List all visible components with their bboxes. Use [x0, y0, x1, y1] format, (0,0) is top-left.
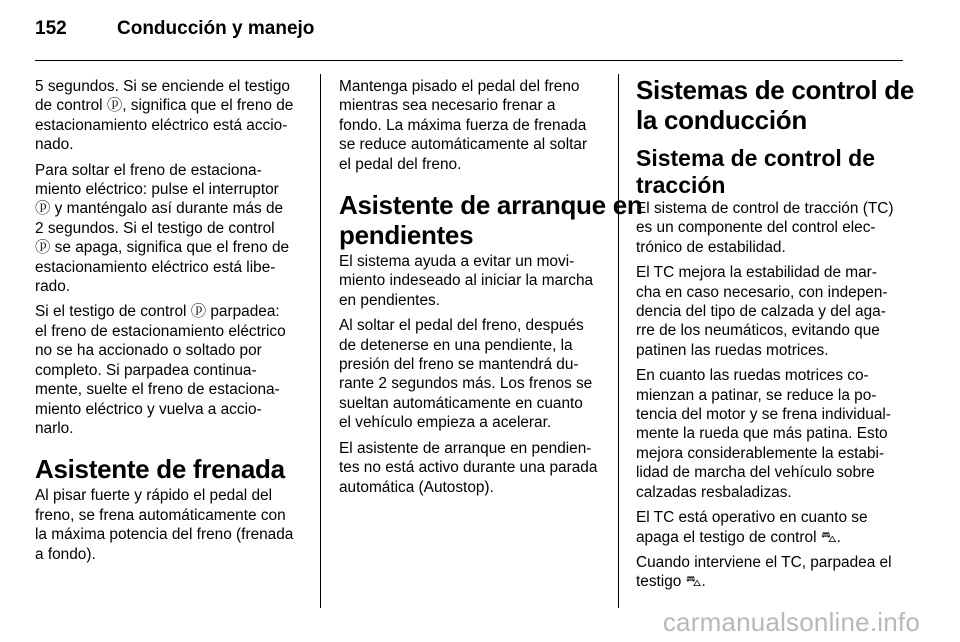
text-line: pendientes: [339, 220, 474, 251]
text-line: Para soltar el freno de estaciona-: [35, 161, 262, 179]
text-line: la máxima potencia del freno (frenada: [35, 526, 294, 544]
text-line: presión del freno se mantendrá du-: [339, 356, 579, 374]
text-line: mente la rueda que más patina. Esto: [636, 425, 888, 443]
paragraph: [35, 161, 310, 297]
section-heading-brake-assist: [35, 454, 310, 484]
text-line: estacionamiento eléctrico está accio-: [35, 116, 288, 134]
text-line: Asistente de frenada: [35, 454, 285, 485]
text-line: rado.: [35, 278, 71, 296]
paragraph: [35, 77, 310, 155]
text-line: de detenerse en una pendiente, la: [339, 336, 573, 354]
text-line: el pedal del freno.: [339, 155, 462, 173]
paragraph: [339, 316, 605, 432]
text-line: miento eléctrico y vuelva a accio-: [35, 400, 262, 418]
text-line: miento eléctrico: pulse el interruptor: [35, 181, 279, 199]
subsection-heading-traction-control: [636, 145, 904, 199]
text-line: tracción: [636, 172, 726, 198]
text-line: mente, suelte el freno de estaciona-: [35, 381, 280, 399]
column-divider-1: [320, 74, 321, 608]
text-line: En cuanto las ruedas motrices co-: [636, 367, 869, 385]
header-rule: [35, 60, 903, 61]
paragraph: [339, 439, 605, 497]
text-line: se reduce automáticamente al soltar: [339, 136, 588, 154]
paragraph: [636, 553, 904, 592]
text-line: automática (Autostop).: [339, 478, 494, 496]
text-line: fondo. La máxima fuerza de frenada: [339, 116, 587, 134]
text-line: Cuando interviene el TC, parpadea el: [636, 553, 892, 571]
text-line: la conducción: [636, 105, 807, 135]
column-2: [339, 77, 643, 503]
text-line: El asistente de arranque en pendien-: [339, 439, 592, 457]
text-line: cha en caso necesario, con indepen-: [636, 283, 888, 301]
section-heading-driving-control: [636, 75, 915, 135]
text-line: patinen las ruedas motrices.: [636, 341, 829, 359]
text-line: rante 2 segundos más. Los frenos se: [339, 375, 593, 393]
text-line: a fondo).: [35, 545, 96, 563]
text-line: estacionamiento eléctrico está libe-: [35, 258, 276, 276]
text-line: El TC mejora la estabilidad de mar-: [636, 264, 877, 282]
text-line: mientras sea necesario frenar a: [339, 97, 556, 115]
text-line: el freno de estacionamiento eléctrico: [35, 322, 286, 340]
text-line: no se ha accionado o soltado por: [35, 342, 262, 360]
text-line: rre de los neumáticos, evitando que: [636, 322, 880, 340]
text-line: calzadas resbaladizas.: [636, 483, 792, 501]
paragraph: [636, 366, 904, 502]
text-line: testigo ⛍.: [636, 573, 706, 591]
text-line: El sistema ayuda a evitar un movi-: [339, 253, 575, 271]
page-number: 152: [35, 18, 67, 39]
text-line: 2 segundos. Si el testigo de control: [35, 219, 275, 237]
text-line: mejora considerablemente la estabi-: [636, 444, 885, 462]
text-line: apaga el testigo de control ⛍.: [636, 528, 841, 546]
text-line: dencia del tipo de calzada y del aga-: [636, 303, 886, 321]
text-line: ⓟ se apaga, significa que el freno de: [35, 239, 290, 257]
paragraph: [636, 263, 904, 360]
text-line: Si el testigo de control ⓟ parpadea:: [35, 303, 280, 321]
text-line: miento indeseado al iniciar la marcha: [339, 272, 594, 290]
text-line: trónico de estabilidad.: [636, 238, 786, 256]
text-line: lidad de marcha del vehículo sobre: [636, 464, 875, 482]
text-line: Asistente de arranque en: [339, 190, 643, 221]
column-3: [636, 75, 915, 598]
paragraph: [35, 302, 310, 438]
text-line: ⓟ y manténgalo así durante más de: [35, 200, 284, 218]
text-line: de control ⓟ, significa que el freno de: [35, 97, 294, 115]
text-line: El sistema de control de tracción (TC): [636, 200, 894, 217]
column-1: [35, 77, 310, 570]
text-line: narlo.: [35, 419, 74, 437]
text-line: tencia del motor y se frena individual-: [636, 406, 891, 424]
section-title: Conducción y manejo: [117, 18, 315, 39]
paragraph: [339, 77, 605, 174]
page-header: [35, 18, 314, 40]
text-line: nado.: [35, 136, 74, 154]
text-line: Sistema de control de: [636, 145, 876, 171]
paragraph: [35, 486, 310, 564]
watermark: carmanualsonline.info: [662, 607, 920, 637]
text-line: tes no está activo durante una parada: [339, 459, 598, 477]
paragraph: [636, 508, 904, 547]
text-line: mienzan a patinar, se reduce la po-: [636, 386, 877, 404]
text-line: en pendientes.: [339, 291, 440, 309]
text-line: sueltan automáticamente en cuanto: [339, 394, 583, 412]
paragraph: [339, 252, 605, 310]
paragraph: [636, 199, 904, 257]
text-line: el vehículo empieza a acelerar.: [339, 414, 552, 432]
text-line: es un componente del control elec-: [636, 219, 876, 237]
section-heading-hill-start-assist: [339, 190, 643, 251]
text-line: El TC está operativo en cuanto se: [636, 509, 868, 527]
text-line: Al pisar fuerte y rápido el pedal del: [35, 487, 272, 505]
text-line: 5 segundos. Si se enciende el testigo: [35, 78, 290, 95]
text-line: freno, se frena automáticamente con: [35, 506, 286, 524]
text-line: Al soltar el pedal del freno, después: [339, 317, 584, 335]
text-line: completo. Si parpadea continua-: [35, 361, 257, 379]
text-line: Sistemas de control de: [636, 75, 915, 105]
column-divider-2: [618, 74, 619, 608]
text-line: Mantenga pisado el pedal del freno: [339, 78, 580, 95]
